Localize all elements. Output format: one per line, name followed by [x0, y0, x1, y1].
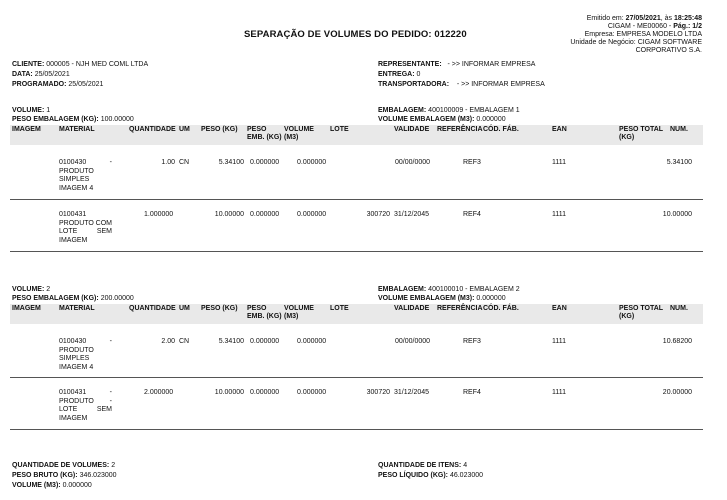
volume-embalagem: EMBALAGEM: 400100009 - EMBALAGEM 1: [378, 107, 520, 114]
ean-cell: 1111: [552, 389, 567, 396]
page-number: Pág.: 1/2: [673, 23, 702, 30]
col-material: MATERIAL: [59, 305, 95, 312]
volume-cell: 0.000000: [297, 338, 327, 345]
col-imagem: IMAGEM: [12, 305, 41, 312]
col-num: NUM.: [670, 305, 688, 312]
emitted-label: Emitido em:: [586, 15, 624, 22]
row-divider: [10, 251, 703, 252]
material-cell: 0100431 - PRODUTO - LOTE SEM IMAGEM: [59, 389, 112, 422]
volume-number: VOLUME: 1: [12, 107, 51, 114]
validade-cell: 31/12/2045: [394, 389, 430, 396]
order-programado: PROGRAMADO: 25/05/2021: [12, 81, 104, 88]
col-um: UM: [179, 305, 190, 312]
row-divider: [10, 429, 703, 430]
referencia-cell: REF4: [463, 211, 481, 218]
volume-cell: 0.000000: [297, 211, 327, 218]
summary-qtd-itens: QUANTIDADE DE ITENS: 4: [378, 462, 468, 469]
col-ean: EAN: [552, 305, 567, 312]
table-header-band: [10, 125, 703, 145]
order-data: DATA: 25/05/2021: [12, 71, 70, 78]
desc-word: LOTE: [59, 228, 78, 235]
validade-cell: 31/12/2045: [394, 211, 430, 218]
col-lote: LOTE: [330, 305, 349, 312]
desc-word: SEM: [96, 406, 112, 413]
col-cod-fab: CÓD. FÁB.: [483, 305, 519, 312]
volume-cell: 0.000000: [297, 159, 327, 166]
peso-emb-cell: 0.000000: [250, 338, 280, 345]
ean-cell: 1111: [552, 159, 567, 166]
material-cell: 0100430 - PRODUTO SIMPLES IMAGEM 4: [59, 338, 112, 371]
desc-word: LOTE: [59, 406, 78, 413]
row-divider: [10, 199, 703, 200]
peso-cell: 5.34100: [218, 338, 244, 345]
peso-total-cell: 10.00000: [662, 211, 692, 218]
col-volume: VOLUME (M3): [284, 305, 314, 320]
col-referencia: REFERÊNCIA: [437, 305, 483, 312]
volume-cell: 0.000000: [297, 389, 327, 396]
emitted-time: 18:25:48: [673, 15, 702, 22]
summary-volume: VOLUME (M3): 0.000000: [12, 482, 92, 489]
col-num: NUM.: [670, 126, 688, 133]
emitted-at: , às: [660, 15, 673, 22]
peso-total-cell: 10.68200: [662, 338, 692, 345]
col-volume: VOLUME (M3): [284, 126, 314, 141]
desc-word: SEM: [96, 228, 112, 235]
ean-cell: 1111: [552, 211, 567, 218]
referencia-cell: REF3: [463, 338, 481, 345]
row-divider: [10, 377, 703, 378]
peso-emb-cell: 0.000000: [250, 159, 280, 166]
peso-cell: 5.34100: [218, 159, 244, 166]
volume-embalagem-m3: VOLUME EMBALAGEM (M3): 0.000000: [378, 116, 506, 123]
system-line: CIGAM - ME00060 -: [607, 23, 672, 30]
business-unit-line-2: CORPORATIVO S.A.: [635, 47, 702, 54]
peso-emb-cell: 0.000000: [250, 211, 280, 218]
volume-embalagem: EMBALAGEM: 400100010 - EMBALAGEM 2: [378, 286, 520, 293]
summary-peso-liquido: PESO LÍQUIDO (KG): 46.023000: [378, 472, 484, 479]
peso-emb-cell: 0.000000: [250, 389, 280, 396]
table-header-band: [10, 304, 703, 324]
volume-peso-embalagem: PESO EMBALAGEM (KG): 200.00000: [12, 295, 134, 302]
col-peso: PESO (KG): [201, 305, 238, 312]
um-cell: CN: [179, 159, 190, 166]
col-peso-total: PESO TOTAL (KG): [619, 126, 664, 141]
col-peso-total: PESO TOTAL (KG): [619, 305, 664, 320]
col-um: UM: [179, 126, 190, 133]
order-entrega: ENTREGA: 0: [378, 71, 421, 78]
col-validade: VALIDADE: [394, 126, 430, 133]
col-referencia: REFERÊNCIA: [437, 126, 483, 133]
company-line: Empresa: EMPRESA MODELO LTDA: [584, 31, 702, 38]
order-representante: REPRESENTANTE: - >> INFORMAR EMPRESA: [378, 61, 536, 68]
material-cell: 0100430 - PRODUTO SIMPLES IMAGEM 4: [59, 159, 112, 192]
referencia-cell: REF4: [463, 389, 481, 396]
col-quantidade: QUANTIDADE: [129, 126, 176, 133]
quantidade-cell: 1.00: [161, 159, 175, 166]
volume-peso-embalagem: PESO EMBALAGEM (KG): 100.00000: [12, 116, 134, 123]
col-lote: LOTE: [330, 126, 349, 133]
peso-cell: 10.00000: [214, 389, 244, 396]
quantidade-cell: 2.00: [161, 338, 175, 345]
peso-total-cell: 20.00000: [662, 389, 692, 396]
lote-cell: 300720: [366, 211, 390, 218]
summary-qtd-volumes: QUANTIDADE DE VOLUMES: 2: [12, 462, 116, 469]
validade-cell: 00/00/0000: [395, 159, 431, 166]
um-cell: CN: [179, 338, 190, 345]
col-imagem: IMAGEM: [12, 126, 41, 133]
desc-word: COM: [95, 219, 112, 227]
peso-total-cell: 5.34100: [666, 159, 692, 166]
summary-peso-bruto: PESO BRUTO (KG): 346.023000: [12, 472, 117, 479]
emission-info: [570, 15, 702, 55]
col-validade: VALIDADE: [394, 305, 430, 312]
col-peso-emb: PESO EMB. (KG): [247, 305, 282, 320]
volume-number: VOLUME: 2: [12, 286, 51, 293]
col-peso-emb: PESO EMB. (KG): [247, 126, 282, 141]
volume-embalagem-m3: VOLUME EMBALAGEM (M3): 0.000000: [378, 295, 506, 302]
col-cod-fab: CÓD. FÁB.: [483, 126, 519, 133]
business-unit-line: Unidade de Negócio: CIGAM SOFTWARE: [570, 39, 702, 46]
ean-cell: 1111: [552, 338, 567, 345]
order-transportadora: TRANSPORTADORA: - >> INFORMAR EMPRESA: [378, 81, 545, 88]
quantidade-cell: 2.000000: [144, 389, 174, 396]
referencia-cell: REF3: [463, 159, 481, 166]
lote-cell: 300720: [366, 389, 390, 396]
col-ean: EAN: [552, 126, 567, 133]
emitted-date: 27/05/2021: [625, 15, 661, 22]
col-material: MATERIAL: [59, 126, 95, 133]
desc-word: PRODUTO: [59, 219, 94, 227]
peso-cell: 10.00000: [214, 211, 244, 218]
col-peso: PESO (KG): [201, 126, 238, 133]
material-cell: 0100431 PRODUTO COM LOTE SEM IMAGEM: [59, 211, 112, 244]
validade-cell: 00/00/0000: [395, 338, 431, 345]
page-title: SEPARAÇÃO DE VOLUMES DO PEDIDO: 012220: [244, 29, 467, 40]
col-quantidade: QUANTIDADE: [129, 305, 176, 312]
order-cliente: CLIENTE: 000005 - NJH MED COML LTDA: [12, 61, 149, 68]
quantidade-cell: 1.000000: [144, 211, 174, 218]
